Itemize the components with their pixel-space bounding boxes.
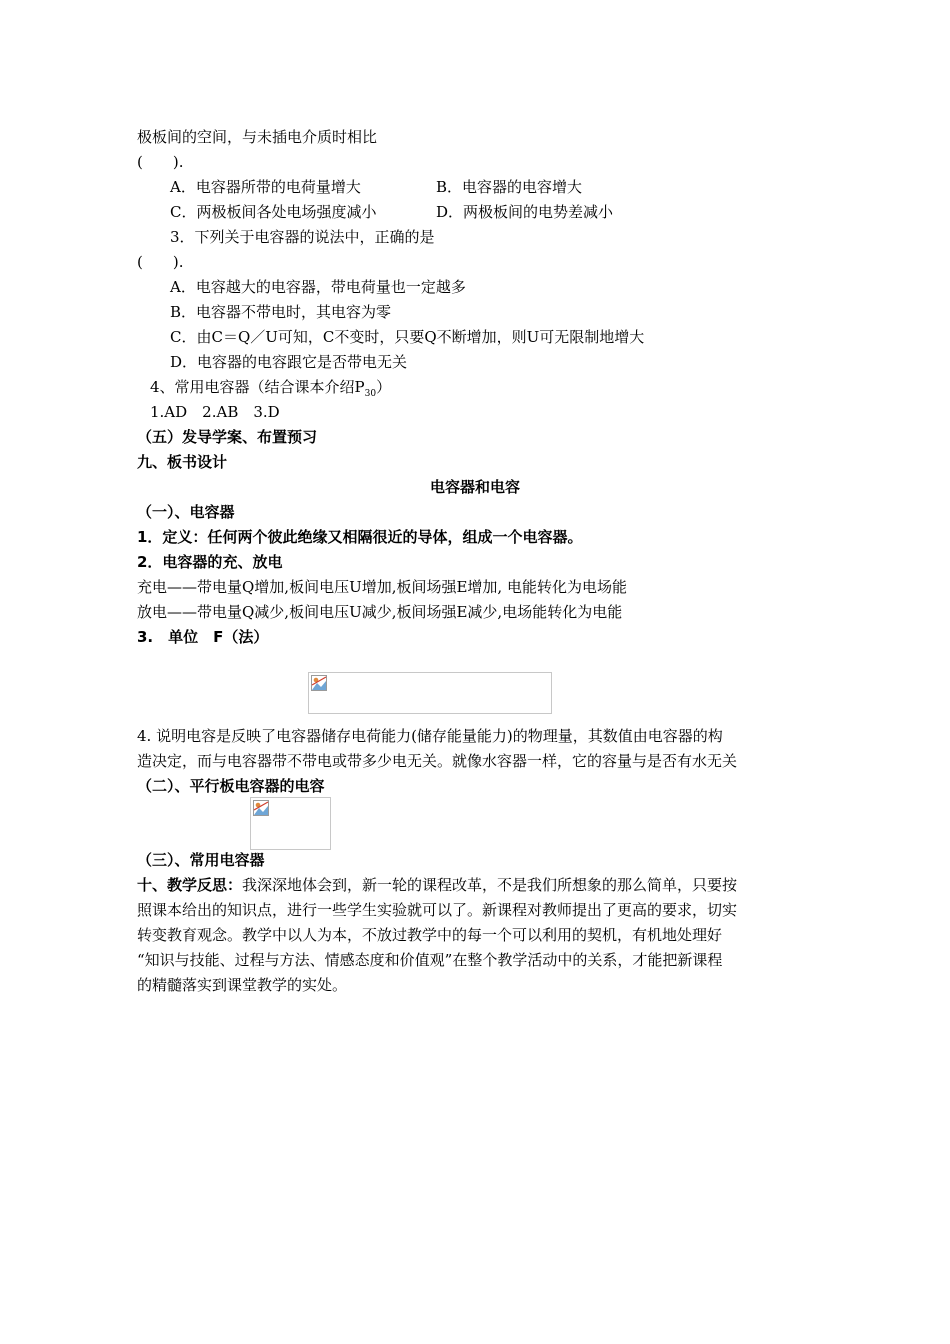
- board-definition: 1．定义：任何两个彼此绝缘又相隔很近的导体，组成一个电容器。: [137, 528, 583, 546]
- board-part-2-heading: （二）、平行板电容器的电容: [137, 777, 325, 795]
- q2-option-c: C．两极板间各处电场强度减小: [170, 203, 377, 221]
- board-note-line-2: 造决定，而与电容器带不带电或带多少电无关。就像水容器一样，它的容量与是否有水无关: [137, 752, 738, 770]
- section-5-heading: （五）发导学案、布置预习: [137, 428, 318, 446]
- board-unit-line: 3. 单位 F（法）: [137, 628, 269, 646]
- reflection-line-5: 的精髓落实到课堂教学的实处。: [137, 976, 348, 994]
- reflection-line-2: 照课本给出的知识点，进行一些学生实验就可以了。新课程对教师提出了更高的要求，切实: [137, 901, 738, 919]
- q2-option-d: D．两极板间的电势差减小: [436, 203, 614, 221]
- q3-option-b: B．电容器不带电时，其电容为零: [170, 303, 392, 321]
- q2-answer-paren: ( ).: [137, 153, 184, 171]
- section-9-heading: 九、板书设计: [137, 453, 228, 471]
- q3-answer-paren: ( ).: [137, 253, 184, 271]
- board-part-1-heading: （一）、电容器: [137, 503, 235, 521]
- parallel-plate-image-placeholder: [250, 797, 331, 850]
- board-title: 电容器和电容: [429, 478, 520, 496]
- answer-key: 1.AD 2.AB 3.D: [150, 403, 280, 421]
- q3-option-a: A．电容越大的电容器，带电荷量也一定越多: [170, 278, 466, 296]
- board-charge-discharge-heading: 2．电容器的充、放电: [137, 553, 283, 571]
- reflection-line-3: 转变教育观念。教学中以人为本，不放过教学中的每一个可以利用的契机，有机地处理好: [137, 926, 723, 944]
- board-discharging-line: 放电——带电量Q减少,板间电压U减少,板间场强E减少,电场能转化为电能: [137, 603, 623, 621]
- board-note-line-1: 4. 说明电容是反映了电容器储存电荷能力(储存能量能力)的物理量，其数值由电容器的构: [137, 727, 723, 745]
- reflection-line-4: “知识与技能、过程与方法、情感态度和价值观”在整个教学活动中的关系，才能把新课程: [137, 951, 723, 969]
- broken-image-icon: [311, 675, 327, 691]
- reflection-label: 十、教学反思：: [137, 876, 243, 894]
- q3-option-c: C．由C＝Q／U可知，C不变时，只要Q不断增加，则U可无限制地增大: [170, 328, 645, 346]
- q2-option-b: B．电容器的电容增大: [436, 178, 583, 196]
- reflection-line-1: 十、教学反思：我深深地体会到，新一轮的课程改革，不是我们所想象的那么简单，只要按: [137, 876, 738, 894]
- broken-image-icon: [253, 800, 269, 816]
- formula-image-placeholder: [308, 672, 552, 714]
- item-4-common-capacitors: 4、常用电容器（结合课本介绍$P_{30}$）: [150, 378, 392, 399]
- board-charging-line: 充电——带电量Q增加,板间电压U增加,板间场强E增加, 电能转化为电场能: [137, 578, 627, 596]
- q3-stem: 3．下列关于电容器的说法中，正确的是: [170, 228, 435, 246]
- q3-option-d: D．电容器的电容跟它是否带电无关: [170, 353, 408, 371]
- q2-stem-continued: 极板间的空间，与未插电介质时相比: [137, 128, 378, 146]
- q2-option-a: A．电容器所带的电荷量增大: [170, 178, 361, 196]
- board-part-3-heading: （三）、常用电容器: [137, 851, 265, 869]
